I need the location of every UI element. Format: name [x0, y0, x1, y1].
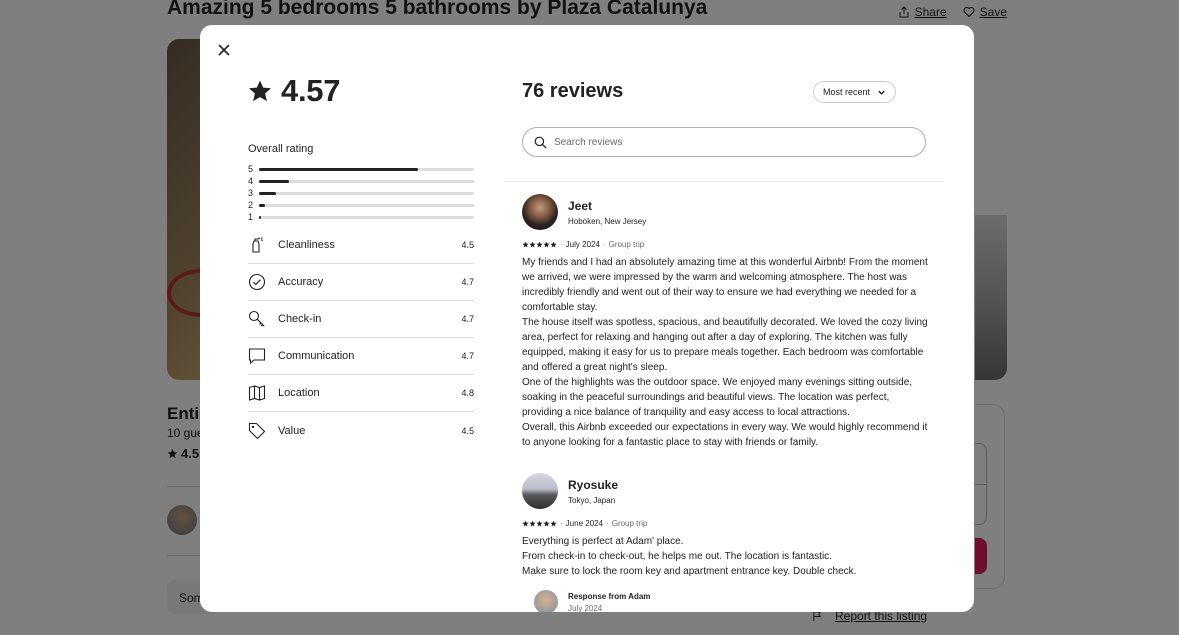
star-icon	[248, 79, 272, 103]
star-icon	[550, 241, 557, 248]
reviewer-location: Tokyo, Japan	[568, 495, 616, 505]
chat-bubble-icon	[248, 347, 266, 365]
rating-distribution	[248, 163, 474, 223]
review-date: July 2024	[565, 240, 600, 249]
category-accuracy	[248, 264, 474, 301]
search-icon	[534, 136, 547, 149]
spray-bottle-icon	[248, 236, 266, 254]
rating-bar-track	[259, 216, 474, 219]
reviewer-avatar[interactable]	[522, 473, 558, 509]
search-reviews-input[interactable]	[554, 137, 914, 148]
category-name: Cleanliness	[278, 239, 335, 251]
category-value: 4.8	[461, 388, 474, 398]
category-cleanliness	[248, 227, 474, 264]
rating-bar-fill	[259, 168, 418, 171]
reviews-modal	[200, 25, 974, 612]
close-icon	[218, 44, 230, 56]
category-name: Check-in	[278, 313, 322, 325]
rating-bar-row	[248, 175, 474, 187]
host-response-title: Response from Adam	[568, 592, 651, 601]
review-paragraph: From check-in to check-out, he helps me out. The location is fantastic.	[522, 551, 832, 562]
host-response-date: July 2024	[568, 604, 603, 612]
reviewer-name: Ryosuke	[568, 477, 619, 492]
review-meta	[522, 240, 932, 249]
category-location	[248, 375, 474, 412]
review-item	[522, 473, 932, 579]
rating-bar-row	[248, 199, 474, 211]
star-icon	[529, 520, 536, 527]
star-icon	[543, 520, 550, 527]
tag-icon	[248, 422, 266, 440]
host-response-avatar	[534, 590, 558, 612]
review-trip-type: Group trip	[608, 240, 645, 249]
rating-bar-track	[259, 204, 474, 207]
overall-rating-display	[248, 73, 340, 109]
review-paragraph: One of the highlights was the outdoor space. We enjoyed many evenings sitting outside, soaking in the peaceful surroundings and beautiful views. The location was perfect, providing a nice balance of tranquility and easy access to local attractions.	[522, 377, 913, 418]
reviewer-header	[522, 473, 932, 509]
star-icon	[550, 520, 557, 527]
overall-rating-value: 4.57	[281, 73, 341, 108]
reviewer-name: Jeet	[568, 198, 593, 213]
reviewer-location: Hoboken, New Jersey	[568, 216, 647, 226]
divider	[504, 181, 944, 182]
separator-dot: ·	[602, 240, 606, 249]
category-value	[248, 412, 474, 449]
rating-bar-track	[259, 192, 474, 195]
star-icon	[522, 520, 529, 527]
category-name: Accuracy	[278, 276, 324, 288]
search-box[interactable]	[522, 127, 926, 157]
category-value: 4.7	[461, 277, 474, 287]
rating-bar-label: 2	[248, 200, 254, 210]
review-paragraph: Everything is perfect at Adam' place.	[522, 536, 684, 547]
reviewer-avatar[interactable]	[522, 194, 558, 230]
category-check-in	[248, 301, 474, 338]
category-name: Location	[278, 387, 320, 399]
review-item	[522, 194, 932, 450]
rating-bar-track	[259, 180, 474, 183]
close-button[interactable]	[214, 40, 234, 60]
star-icon	[536, 241, 543, 248]
separator-dot: ·	[606, 519, 609, 528]
star-icon	[529, 241, 536, 248]
host-response	[534, 590, 650, 612]
rating-bar-label: 1	[248, 212, 254, 222]
category-value: 4.5	[461, 240, 474, 250]
map-icon	[248, 384, 266, 402]
category-name: Value	[278, 424, 306, 437]
rating-bar-fill	[259, 216, 261, 219]
review-paragraph: Overall, this Airbnb exceeded our expectations in every way. We would highly recommend it to anyone looking for a fantastic place to stay with friends or family.	[522, 422, 928, 448]
rating-bar-label: 4	[248, 176, 254, 186]
review-stars	[522, 520, 557, 527]
review-meta	[522, 519, 932, 528]
star-icon	[543, 241, 550, 248]
review-stars	[522, 241, 557, 248]
key-icon	[248, 310, 266, 328]
rating-bar-label: 3	[248, 188, 254, 198]
separator-dot: ·	[560, 240, 563, 249]
rating-bar-row	[248, 163, 474, 175]
rating-bar-fill	[259, 180, 289, 183]
rating-bar-row	[248, 187, 474, 199]
rating-bar-fill	[259, 204, 265, 207]
reviewer-header	[522, 194, 932, 230]
review-paragraph: My friends and I had an absolutely amazing time at this wonderful Airbnb! From the moment we arrived, we were impressed by the warm and welcoming atmosphere. The host was incredibly friendly and went out of their way to ensure we had everything we needed for a comfortable stay.	[522, 257, 928, 313]
separator-dot: ·	[560, 519, 563, 528]
review-text	[522, 255, 932, 450]
review-date: June 2024	[565, 519, 604, 528]
overall-rating-label: Overall rating	[248, 143, 314, 155]
star-icon	[536, 520, 543, 527]
category-value: 4.7	[461, 314, 474, 324]
category-value-number: 4.5	[461, 425, 474, 436]
star-icon	[522, 241, 529, 248]
rating-bar-row	[248, 211, 474, 223]
rating-bar-fill	[259, 192, 276, 195]
check-circle-icon	[248, 273, 266, 291]
category-value: 4.7	[461, 351, 474, 361]
category-ratings	[248, 227, 474, 449]
chevron-down-icon	[877, 88, 886, 97]
category-communication	[248, 338, 474, 375]
rating-bar-track	[259, 168, 474, 171]
review-paragraph: Make sure to lock the room key and apartment entrance key. Double check.	[522, 566, 857, 577]
rating-bar-label: 5	[248, 164, 254, 174]
sort-label: Most recent	[822, 87, 870, 97]
reviews-panel	[504, 25, 944, 612]
category-name: Communication	[278, 350, 355, 362]
review-paragraph: The house itself was spotless, spacious, and beautifully decorated. We loved the cozy living area, perfect for relaxing and hanging out after a day of exploring. The kitchen was fully equipped, making it easy for us to prepare meals together. Each bedroom was comfortable and offered a great night's sleep.	[522, 317, 928, 373]
review-trip-type: Group trip	[611, 519, 648, 528]
reviews-count-title: 76 reviews	[522, 80, 624, 102]
review-text	[522, 534, 932, 579]
sort-dropdown[interactable]	[813, 81, 896, 103]
